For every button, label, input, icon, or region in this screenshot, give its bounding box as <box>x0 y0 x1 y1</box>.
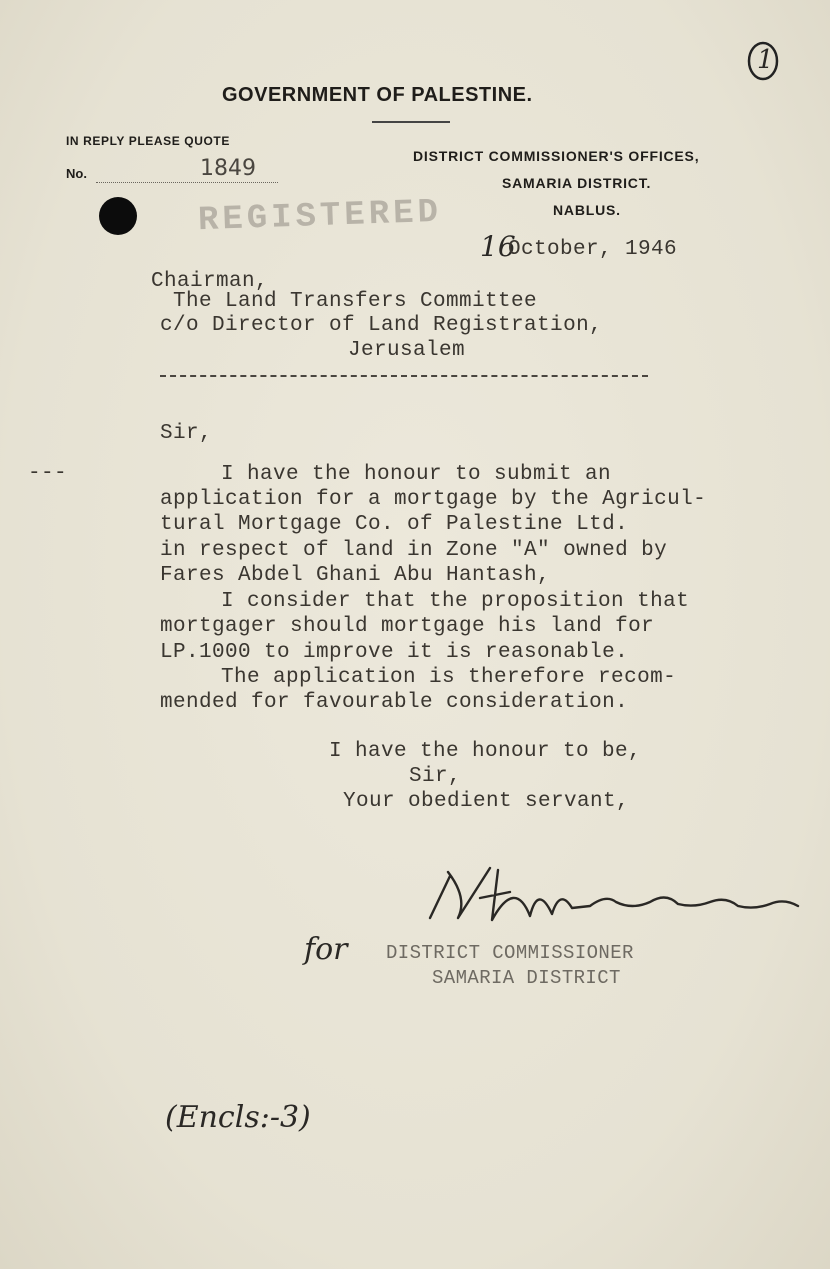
handwritten-signature <box>420 858 810 938</box>
addressee-line-3: c/o Director of Land Registration, <box>160 314 603 337</box>
body-line: The application is therefore recom- <box>221 666 677 689</box>
body-line: mended for favourable consideration. <box>160 691 629 714</box>
page-number: 1 <box>757 45 774 75</box>
body-line: LP.1000 to improve it is reasonable. <box>160 641 629 664</box>
signature-title-1: DISTRICT COMMISSIONER <box>386 942 634 964</box>
registered-stamp: REGISTERED <box>197 193 443 241</box>
body-line: mortgager should mortgage his land for <box>160 615 655 638</box>
reference-dotted-line <box>96 182 278 183</box>
signature-for: for <box>304 932 348 967</box>
reference-number: 1849 <box>200 156 256 181</box>
closing-line-1: I have the honour to be, <box>329 740 642 763</box>
addressee-line-2: The Land Transfers Committee <box>173 290 538 313</box>
heading-underline <box>372 121 450 123</box>
reference-no-label: No. <box>66 166 87 181</box>
addressee-dashed-rule <box>160 375 648 377</box>
reply-quote-label: IN REPLY PLEASE QUOTE <box>66 134 230 148</box>
body-line: I have the honour to submit an <box>221 463 612 486</box>
body-line: application for a mortgage by the Agricul- <box>160 488 707 511</box>
body-line: in respect of land in Zone "A" owned by <box>160 539 668 562</box>
date-rest: October, 1946 <box>508 238 678 261</box>
closing-line-3: Your obedient servant, <box>343 790 630 813</box>
enclosures-note: (Encls:-3) <box>165 1100 311 1135</box>
addressee-line-1: Chairman, <box>151 270 269 293</box>
body-line: tural Mortgage Co. of Palestine Ltd. <box>160 513 629 536</box>
addressee-line-4: Jerusalem <box>348 339 466 362</box>
punch-hole <box>99 197 137 235</box>
signature-title-2: SAMARIA DISTRICT <box>432 967 621 989</box>
office-line-3: NABLUS. <box>553 202 621 218</box>
body-line: I consider that the proposition that <box>221 590 690 613</box>
date-day: 16 <box>480 230 516 263</box>
office-line-2: SAMARIA DISTRICT. <box>502 175 652 191</box>
government-heading: GOVERNMENT OF PALESTINE. <box>222 84 533 106</box>
salutation: Sir, <box>160 422 213 445</box>
body-line: Fares Abdel Ghani Abu Hantash, <box>160 564 551 587</box>
office-line-1: DISTRICT COMMISSIONER'S OFFICES, <box>413 148 700 164</box>
closing-line-2: Sir, <box>409 765 462 788</box>
margin-mark: --- <box>28 462 68 485</box>
